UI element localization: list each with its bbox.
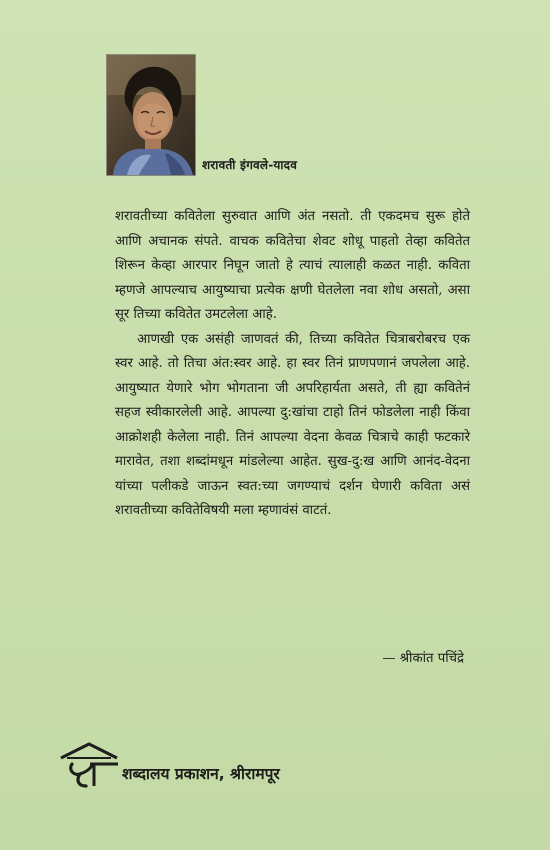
blurb-text — [115, 205, 470, 524]
blurb-attribution: — श्रीकांत पचिंद्रे — [382, 651, 464, 666]
blurb-paragraph-2: आणखी एक असंही जाणवतं की, तिच्या कवितेत चित्राबरोबरच एक स्वर आहे. तो तिचा अंत:स्वर आहे. हा स्वर तिनं प्राणपणानं जपलेला आहे. आयुष्यात येणारे भोग भोगताना जी अपरिहार्यता असते, ती ह्या कवितेनं सहज स्वीकारलेली आहे. आपल्या दु:खांचा टाहो तिनं फोडलेला नाही किंवा आक्रोशही केलेला नाही. तिनं आपल्या वेदना केवळ चित्राचे काही फटकारे मारावेत, तशा शब्दांमधून मांडलेल्या आहेत. सुख-दु:ख आणि आनंद-वेदना यांच्या पलीकडे जाऊन स्वत:च्या जगण्याचं दर्शन घेणारी कविता असं शरावतीच्या कवितेविषयी मला म्हणावंसं वाटतं. — [115, 331, 470, 518]
author-photo — [106, 54, 196, 176]
author-name: शरावती इंगवले-यादव — [202, 158, 298, 172]
publisher — [58, 738, 280, 790]
blurb-paragraph-1: शरावतीच्या कवितेला सुरुवात आणि अंत नसतो. ती एकदमच सुरू होते आणि अचानक संपते. वाचक कवितेचा शेवट शोधू पाहतो तेव्हा कवितेत शिरून केव्हा आरपार निघून जातो हे त्याचं त्यालाही कळत नाही. कविता म्हणजे आपल्याच आयुष्याचा प्रत्येक क्षणी घेतलेला नवा शोध असतो, असा सूर तिच्या कवितेत उमटलेला आहे. — [115, 209, 470, 322]
house-book-icon — [58, 740, 120, 790]
publisher-name: शब्दालय प्रकाशन, श्रीरामपूर — [122, 765, 280, 783]
